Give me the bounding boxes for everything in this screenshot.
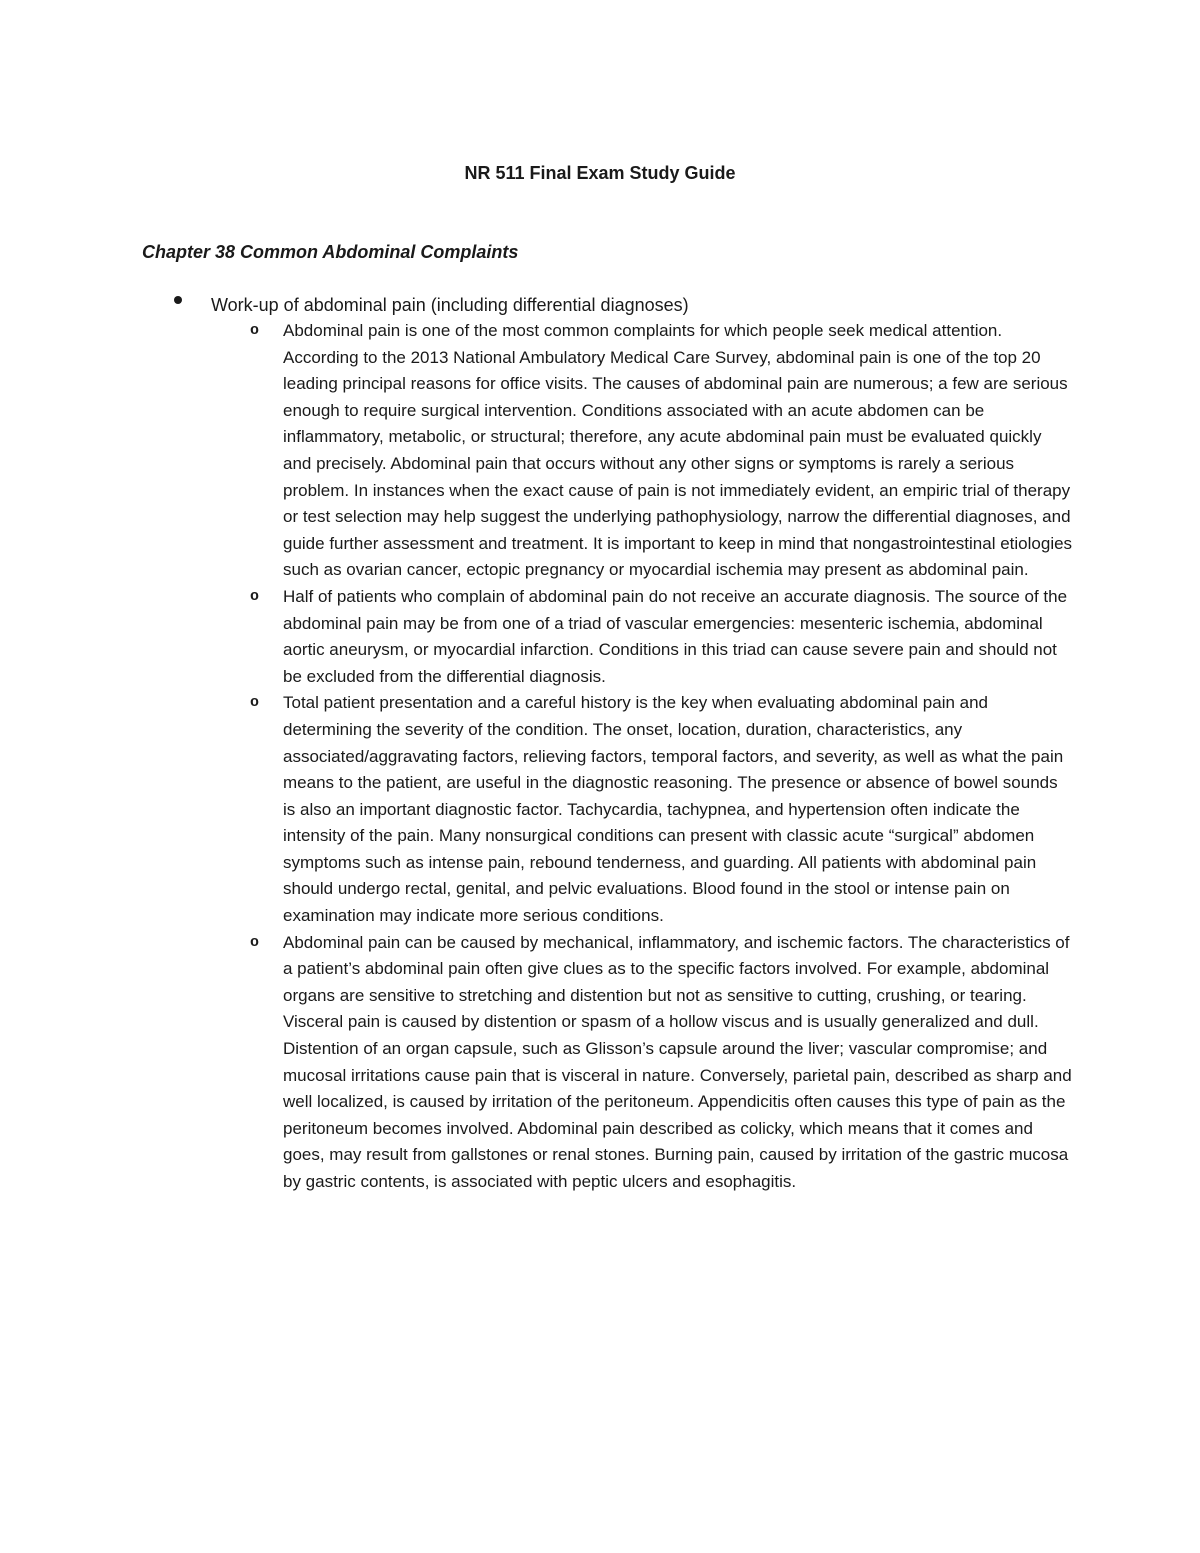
sub-bullet-text: Total patient presentation and a careful history is the key when evaluating abdominal pain and determining the severity of the condition. The onset, location, duration, characteristics, any associated/aggravating factors, relieving factors, temporal factors, and severity, as well as what the pain means to the patient, are useful in the diagnostic reasoning. The presence or absence of bowel sounds is also an important diagnostic factor. Tachycardia, tachypnea, and hypertension often indicate the intensity of the pain. Many nonsurgical conditions can present with classic acute “surgical” abdomen symptoms such as intense pain, rebound tenderness, and guarding. All patients with abdominal pain should undergo rectal, genital, and pelvic evaluations. Blood found in the stool or intense pain on examination may indicate more serious conditions. [283,693,1064,926]
sub-bullet-marker: o [250,322,260,339]
sub-bullet-marker: o [250,933,260,951]
sub-bullet-list [250,318,1073,1196]
chapter-heading: Chapter 38 Common Abdominal Complaints [142,242,519,262]
sub-bullet-item [250,584,1070,690]
sub-bullet-marker: o [250,587,260,605]
sub-bullet-text: Half of patients who complain of abdominal pain do not receive an accurate diagnosis. The source of the abdominal pain may be from one of a triad of vascular emergencies: mesenteric ischemia, abdominal aortic aneurysm, or myocardial infarction. Conditions in this triad can cause severe pain and should not be excluded from the differential diagnosis. [283,586,1068,686]
sub-bullet-text: Abdominal pain can be caused by mechanical, inflammatory, and ischemic factors. The characteristics of a patient’s abdominal pain often give clues as to the specific factors involved. For example, abdominal organs are sensitive to stretching and distention but not as sensitive to cutting, crushing, or tearing. Visceral pain is caused by distention or spasm of a hollow viscus and is usually generalized and dull. Distention of an organ capsule, such as Glisson’s capsule around the liver; vascular compromise; and mucosal irritations cause pain that is visceral in nature. Conversely, parietal pain, described as sharp and well localized, is caused by irritation of the peritoneum. Appendicitis often causes this type of pain as the peritoneum becomes involved. Abdominal pain described as colicky, which means that it comes and goes, may result from gallstones or renal stones. Burning pain, caused by irritation of the gastric mucosa by gastric contents, is associated with peptic ulcers and esophagitis. [283,932,1072,1191]
sub-bullet-item [250,690,1070,929]
bullet-item-label: Work-up of abdominal pain (including differential diagnoses) [211,295,689,315]
bullet-dot-icon [174,296,182,304]
sub-bullet-item [250,318,1073,584]
sub-bullet-marker: o [250,694,260,712]
sub-bullet-text: Abdominal pain is one of the most common complaints for which people seek medical attention. According to the 2013 National Ambulatory Medical Care Survey, abdominal pain is one of the top 20 leading principal reasons for office visits. The causes of abdominal pain are numerous; a few are serious enough to require surgical intervention. Conditions associated with an acute abdomen can be inflammatory, metabolic, or structural; therefore, any acute abdominal pain must be evaluated quickly and precisely. Abdominal pain that occurs without any other signs or symptoms is rarely a serious problem. In instances when the exact cause of pain is not immediately evident, an empiric trial of therapy or test selection may help suggest the underlying pathophysiology, narrow the differential diagnoses, and guide further assessment and treatment. It is important to keep in mind that nongastrointestinal etiologies such as ovarian cancer, ectopic pregnancy or myocardial ischemia may present as abdominal pain. [283,321,1073,580]
sub-bullet-item [250,930,1070,1196]
document-title: NR 511 Final Exam Study Guide [464,163,736,183]
